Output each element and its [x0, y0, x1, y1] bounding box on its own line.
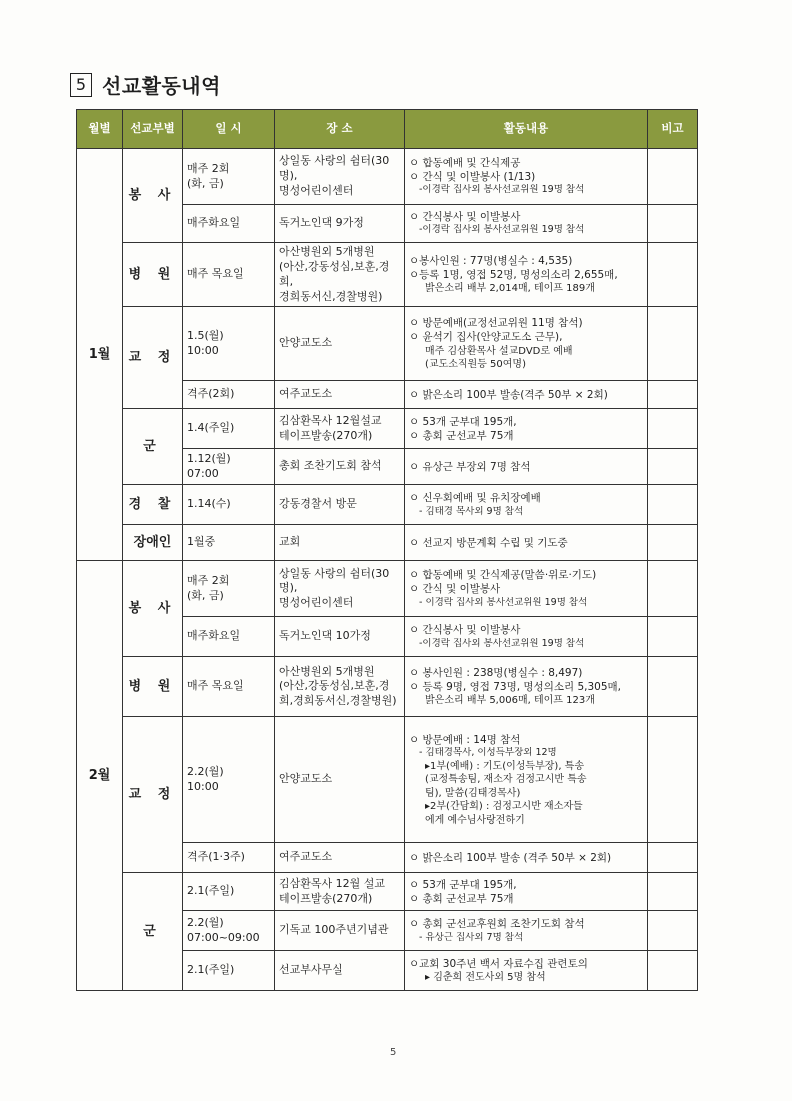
- date-cell: 매주 목요일: [183, 657, 275, 717]
- content-line: ㅇ 간식봉사 및 이발봉사: [409, 211, 521, 223]
- content-line: ㅇ 간식 및 이발봉사 (1/13): [409, 171, 536, 184]
- dept-service: 봉 사: [123, 561, 183, 657]
- dept-prison: 교 정: [123, 717, 183, 873]
- content-cell: [405, 149, 648, 205]
- section-title: [70, 70, 221, 99]
- content-line: - 유상근 집사외 7명 참석: [419, 931, 524, 943]
- place-cell: 상일동 사랑의 쉼터(30명), 명성어린이센터: [275, 561, 405, 617]
- content-line: ㅇ 밝은소리 100부 발송(격주 50부 × 2회): [409, 388, 608, 401]
- table-row: [77, 149, 698, 205]
- date-cell: 2.1(주일): [183, 951, 275, 991]
- content-line: ▸ 김춘희 전도사외 5명 참석: [425, 972, 546, 984]
- content-line: 밝은소리 배부 2,014매, 테이프 189개: [425, 283, 595, 295]
- place-cell: 기독교 100주년기념관: [275, 911, 405, 951]
- content-line: -이경락 집사외 봉사선교위원 19명 참석: [419, 184, 585, 196]
- content-line: ㅇ 총회 군선교후원회 조찬기도회 참석: [409, 918, 585, 931]
- content-line: ㅇ 방문예배(교정선교위원 11명 참석): [409, 317, 583, 330]
- table-header-row: [77, 110, 698, 149]
- content-cell: [405, 205, 648, 243]
- note-cell: [648, 525, 698, 561]
- date-cell: 1.14(수): [183, 485, 275, 525]
- place-cell: 안양교도소: [275, 717, 405, 843]
- place-cell: 아산병원외 5개병원 (아산,강동성심,보훈,경 희,경희동서신,경찰병원): [275, 657, 405, 717]
- place-cell: 선교부사무실: [275, 951, 405, 991]
- place-cell: 독거노인댁 9가정: [275, 205, 405, 243]
- note-cell: [648, 449, 698, 485]
- content-cell: [405, 951, 648, 991]
- note-cell: [648, 843, 698, 873]
- note-cell: [648, 381, 698, 409]
- content-line: ㅇ등록 1명, 영접 52명, 명성의소리 2,655매,: [409, 268, 618, 281]
- note-cell: [648, 149, 698, 205]
- note-cell: [648, 617, 698, 657]
- date-cell: 매주 2회 (화, 금): [183, 561, 275, 617]
- content-line: ▸2부(간담회) : 검정고시반 재소자들: [425, 801, 583, 813]
- place-cell: 총회 조찬기도회 참석: [275, 449, 405, 485]
- month-cell-feb: 2월: [77, 561, 123, 991]
- dept-prison: 교 정: [123, 307, 183, 409]
- content-line: ㅇ 53개 군부대 195개,: [409, 415, 517, 428]
- note-cell: [648, 657, 698, 717]
- table-row: [77, 243, 698, 307]
- date-cell: 1월중: [183, 525, 275, 561]
- content-line: ㅇ 방문예배 : 14명 참석: [409, 733, 521, 746]
- content-cell: [405, 873, 648, 911]
- place-cell: 아산병원외 5개병원 (아산,강동성심,보훈,경희, 경희동서신,경찰병원): [275, 243, 405, 307]
- note-cell: [648, 951, 698, 991]
- content-cell: [405, 243, 648, 307]
- content-cell: [405, 561, 648, 617]
- month-cell-jan: 1월: [77, 149, 123, 561]
- table-row: [77, 873, 698, 911]
- place-cell: 여주교도소: [275, 381, 405, 409]
- header-month: 월별: [77, 110, 123, 149]
- content-line: (교도소직원등 50여명): [425, 359, 526, 371]
- header-place: 장 소: [275, 110, 405, 149]
- content-line: 팀), 말씀(김태경목사): [425, 787, 521, 799]
- content-cell: [405, 409, 648, 449]
- content-cell: [405, 911, 648, 951]
- table-row: [77, 409, 698, 449]
- content-line: ㅇ교회 30주년 백서 자료수집 관련토의: [409, 958, 588, 971]
- section-number: 5: [70, 73, 92, 97]
- date-cell: 매주 2회 (화, 금): [183, 149, 275, 205]
- place-cell: 독거노인댁 10가정: [275, 617, 405, 657]
- content-line: ㅇ 합동예배 및 간식제공: [409, 156, 521, 169]
- content-line: ㅇ 신우회예배 및 유치장예배: [409, 492, 541, 505]
- note-cell: [648, 873, 698, 911]
- place-cell: 교회: [275, 525, 405, 561]
- content-line: ㅇ 53개 군부대 195개,: [409, 878, 517, 891]
- note-cell: [648, 409, 698, 449]
- date-cell: 2.2(월) 10:00: [183, 717, 275, 843]
- date-cell: 매주화요일: [183, 205, 275, 243]
- place-cell: 상일동 사랑의 쉼터(30명), 명성어린이센터: [275, 149, 405, 205]
- dept-army: 군: [123, 873, 183, 991]
- content-cell: [405, 449, 648, 485]
- content-cell: [405, 657, 648, 717]
- date-cell: 1.12(월) 07:00: [183, 449, 275, 485]
- content-cell: [405, 485, 648, 525]
- place-cell: 김삼환목사 12월설교 테이프발송(270개): [275, 409, 405, 449]
- note-cell: [648, 717, 698, 843]
- date-cell: 2.2(월) 07:00~09:00: [183, 911, 275, 951]
- content-line: ㅇ 합동예배 및 간식제공(말씀·위로·기도): [409, 569, 597, 582]
- header-content: 활동내용: [405, 110, 648, 149]
- content-line: 매주 김삼환목사 설교DVD로 예배: [425, 345, 573, 357]
- content-cell: [405, 717, 648, 843]
- content-cell: [405, 617, 648, 657]
- content-line: ㅇ 총회 군선교부 75개: [409, 429, 514, 442]
- table-row: [77, 561, 698, 617]
- content-line: ㅇ 유상근 부장외 7명 참석: [409, 460, 531, 473]
- content-line: - 김태경목사, 이성득부장외 12명: [419, 746, 557, 758]
- note-cell: [648, 485, 698, 525]
- content-line: 밝은소리 배부 5,006매, 테이프 123개: [425, 695, 595, 707]
- content-line: ㅇ 선교지 방문계획 수립 및 기도중: [409, 536, 568, 549]
- content-line: ▸1부(예배) : 기도(이성득부장), 특송: [425, 760, 584, 772]
- date-cell: 매주화요일: [183, 617, 275, 657]
- dept-hospital: 병 원: [123, 243, 183, 307]
- note-cell: [648, 561, 698, 617]
- place-cell: 여주교도소: [275, 843, 405, 873]
- content-cell: [405, 307, 648, 381]
- content-cell: [405, 843, 648, 873]
- activity-table: [76, 109, 698, 991]
- date-cell: 1.5(월) 10:00: [183, 307, 275, 381]
- dept-service: 봉 사: [123, 149, 183, 243]
- dept-army: 군: [123, 409, 183, 485]
- dept-disabled: 장애인: [123, 525, 183, 561]
- table-row: [77, 525, 698, 561]
- date-cell: 매주 목요일: [183, 243, 275, 307]
- content-line: - 이경락 집사외 봉사선교위원 19명 참석: [419, 596, 588, 608]
- content-line: -이경락 집사외 봉사선교위원 19명 참석: [419, 637, 585, 649]
- section-heading: 선교활동내역: [102, 74, 221, 98]
- content-line: ㅇ 총회 군선교부 75개: [409, 892, 514, 905]
- table-row: [77, 485, 698, 525]
- date-cell: 격주(2회): [183, 381, 275, 409]
- page-number: 5: [390, 1047, 397, 1058]
- content-cell: [405, 381, 648, 409]
- content-line: ㅇ 밝은소리 100부 발송 (격주 50부 × 2회): [409, 851, 612, 864]
- content-line: ㅇ 윤석기 집사(안양교도소 근무),: [409, 331, 563, 344]
- content-line: 에게 예수님사랑전하기: [425, 814, 525, 826]
- content-line: -이경락 집사외 봉사선교위원 19명 참석: [419, 224, 585, 236]
- table-row: [77, 307, 698, 381]
- date-cell: 2.1(주일): [183, 873, 275, 911]
- content-line: ㅇ 간식 및 이발봉사: [409, 583, 501, 596]
- date-cell: 격주(1·3주): [183, 843, 275, 873]
- note-cell: [648, 205, 698, 243]
- table-row: [77, 657, 698, 717]
- dept-hospital: 병 원: [123, 657, 183, 717]
- place-cell: 안양교도소: [275, 307, 405, 381]
- date-cell: 1.4(주일): [183, 409, 275, 449]
- header-note: 비고: [648, 110, 698, 149]
- content-line: (교정특송팀, 재소자 검정고시반 특송: [425, 774, 587, 786]
- content-line: ㅇ 봉사인원 : 238명(병실수 : 8,497): [409, 666, 583, 679]
- content-line: ㅇ봉사인원 : 77명(병실수 : 4,535): [409, 254, 573, 267]
- table-row: [77, 717, 698, 843]
- place-cell: 강동경찰서 방문: [275, 485, 405, 525]
- header-dept: 선교부별: [123, 110, 183, 149]
- dept-police: 경 찰: [123, 485, 183, 525]
- note-cell: [648, 911, 698, 951]
- content-line: ㅇ 등록 9명, 영접 73명, 명성의소리 5,305매,: [409, 681, 621, 694]
- note-cell: [648, 243, 698, 307]
- content-line: ㅇ 간식봉사 및 이발봉사: [409, 624, 521, 637]
- header-date: 일 시: [183, 110, 275, 149]
- content-line: - 김태경 목사외 9명 참석: [419, 505, 524, 517]
- note-cell: [648, 307, 698, 381]
- content-cell: [405, 525, 648, 561]
- place-cell: 김삼환목사 12월 설교 테이프발송(270개): [275, 873, 405, 911]
